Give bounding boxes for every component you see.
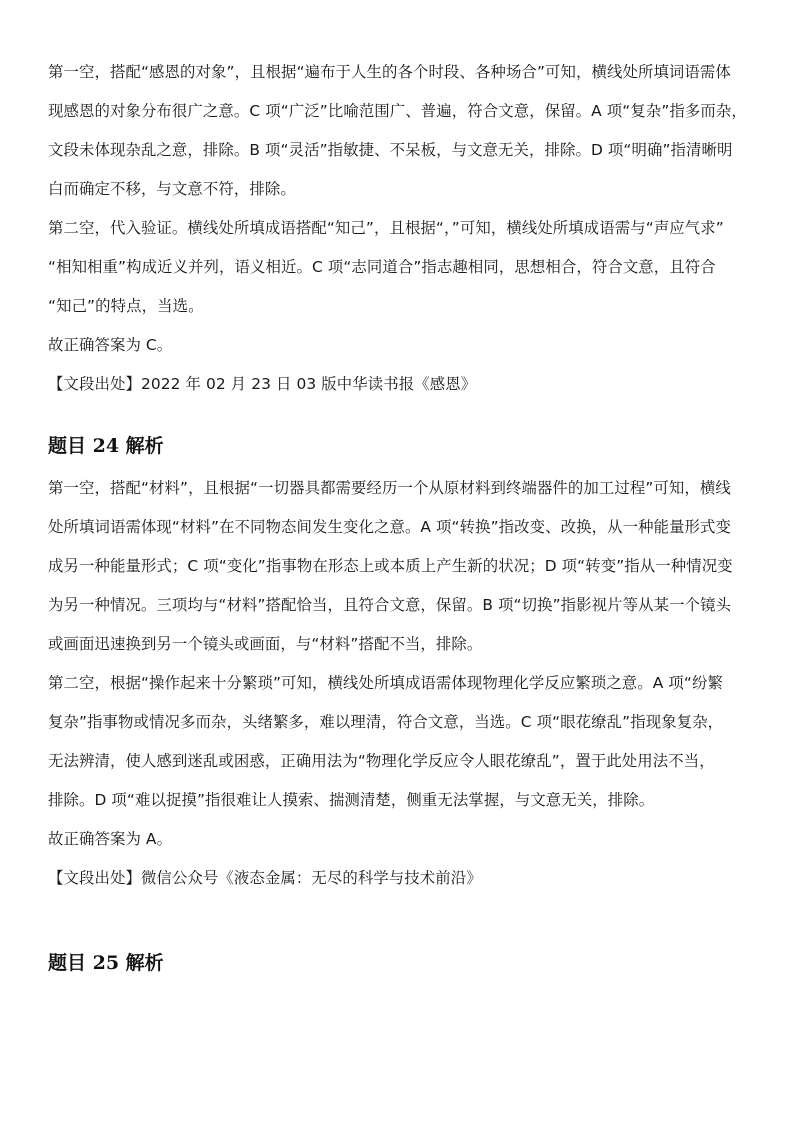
paragraph-line: 第一空，搭配“感恩的对象”，且根据“遍布于人生的各个时段、各种场合”可知，横线处所填词语需体 [48,63,731,81]
paragraph-line: 第二空，代入验证。横线处所填成语搭配“知己”，且根据“，”可知，横线处所填成语需与“声应气求” [48,219,724,237]
paragraph-line: 第一空，搭配“材料”，且根据“一切器具都需要经历一个从原材料到终端器件的加工过程”可知，横线 [48,479,731,497]
section-heading-25: 题目 25 解析 [48,952,164,974]
source-citation: 【文段出处】2022 年 02 月 23 日 03 版中华读书报《感恩》 [48,375,477,393]
paragraph-line: 现感恩的对象分布很广之意。C 项“广泛”比喻范围广、普遍，符合文意，保留。A 项“复杂”指多而杂， [48,102,747,120]
source-citation: 【文段出处】微信公众号《液态金属：无尽的科学与技术前沿》 [48,869,482,887]
answer-line: 故正确答案为 C。 [48,336,173,354]
paragraph-line: 文段未体现杂乱之意，排除。B 项“灵活”指敏捷、不呆板，与文意无关，排除。D 项“明确”指清晰明 [48,141,733,159]
paragraph-line: 无法辨清，使人感到迷乱或困惑，正确用法为“物理化学反应令人眼花缭乱”，置于此处用法不当， [48,752,715,770]
paragraph-line: 第二空，根据“操作起来十分繁琐”可知，横线处所填成语需体现物理化学反应繁琐之意。A 项“纷繁 [48,674,723,692]
section-heading-24: 题目 24 解析 [48,435,164,457]
answer-line: 故正确答案为 A。 [48,830,173,848]
paragraph-line: 为另一种情况。三项均与“材料”搭配恰当，且符合文意，保留。B 项“切换”指影视片等从某一个镜头 [48,596,732,614]
paragraph-line: “相知相重”构成近义并列，语义相近。C 项“志同道合”指志趣相同，思想相合，符合文意，且符合 [48,258,716,276]
paragraph-line: 处所填词语需体现“材料”在不同物态间发生变化之意。A 项“转换”指改变、改换，从一种能量形式变 [48,518,732,536]
paragraph-line: 白而确定不移，与文意不符，排除。 [48,180,296,198]
paragraph-line: 或画面迅速换到另一个镜头或画面，与“材料”搭配不当，排除。 [48,635,483,653]
paragraph-line: “知己”的特点，当选。 [48,297,204,315]
paragraph-line: 排除。D 项“难以捉摸”指很难让人摸索、揣测清楚，侧重无法掌握，与文意无关，排除。 [48,791,655,809]
paragraph-line: 复杂”指事物或情况多而杂，头绪繁多，难以理清，符合文意，当选。C 项“眼花缭乱”指现象复杂， [48,713,724,731]
paragraph-line: 成另一种能量形式；C 项“变化”指事物在形态上或本质上产生新的状况；D 项“转变”指从一种情况变 [48,557,733,575]
